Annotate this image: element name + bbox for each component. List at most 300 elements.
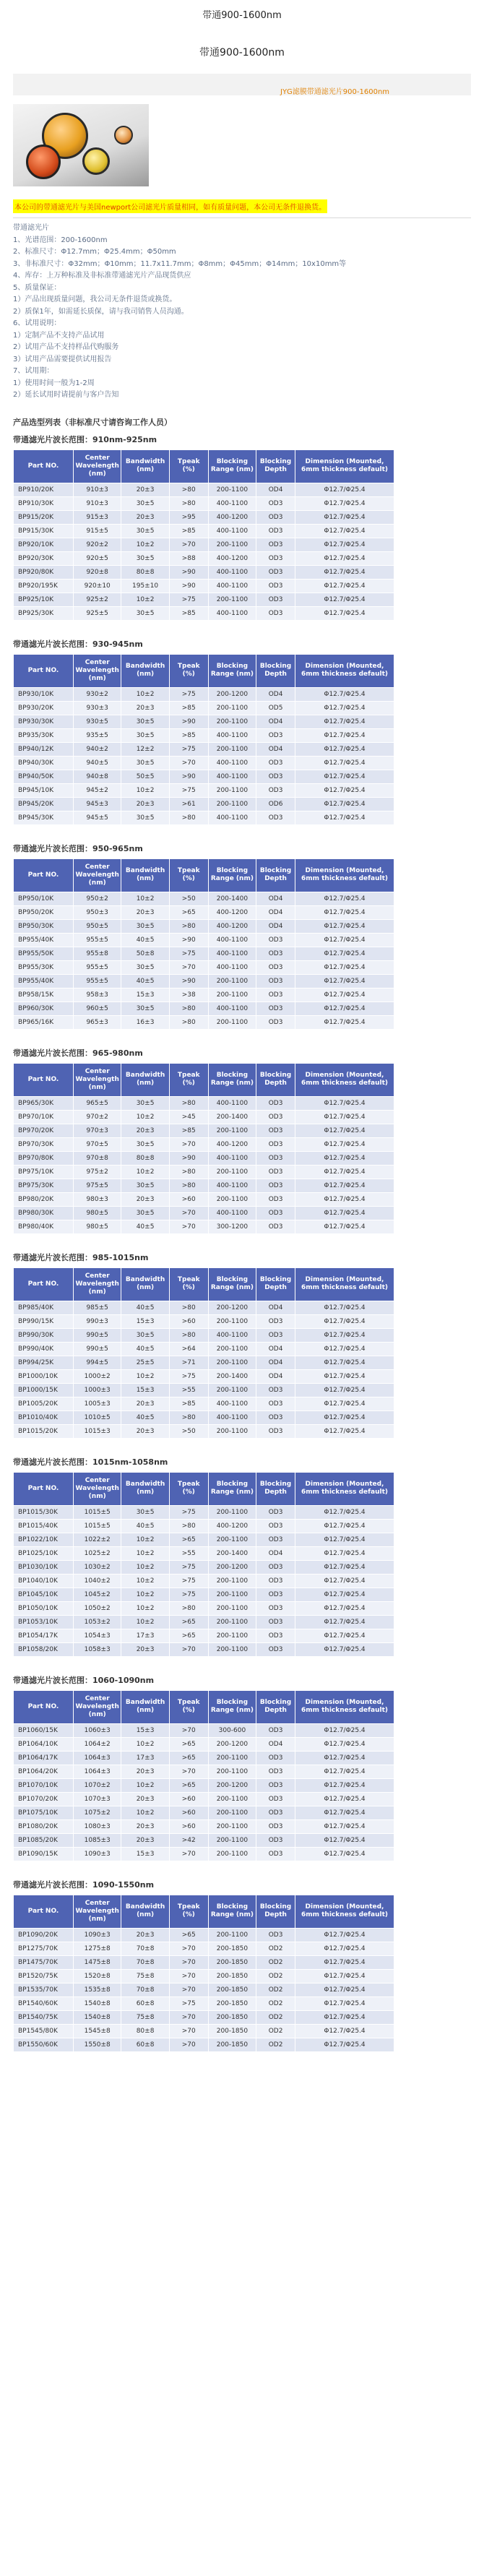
section-title: 带通滤光片波长范围：965-980nm <box>13 1048 143 1058</box>
table-cell: Φ12.7/Φ25.4 <box>295 1942 394 1955</box>
column-header: Blocking Depth <box>256 1895 295 1928</box>
table-cell: 10±2 <box>121 783 169 797</box>
table-cell: 945±2 <box>73 783 121 797</box>
table-cell: Φ12.7/Φ25.4 <box>295 742 394 756</box>
table-cell: OD3 <box>256 1151 295 1165</box>
spec-line: 4、库存：上万种标准及非标准带通滤光片产品现货供应 <box>13 272 191 280</box>
table-cell: 990±5 <box>73 1342 121 1356</box>
table-cell: >75 <box>169 1505 208 1519</box>
spec-table <box>13 1267 394 1439</box>
table-cell: 20±3 <box>121 510 169 524</box>
table-cell: 1015±5 <box>73 1505 121 1519</box>
table-cell: BP1000/10K <box>14 1369 74 1383</box>
column-header: Blocking Depth <box>256 1690 295 1723</box>
table-cell: OD3 <box>256 1383 295 1397</box>
spec-line: 1）产品出现质量问题，我公司无条件退货或换货。 <box>13 296 177 303</box>
column-header: Bandwidth (nm) <box>121 1472 169 1505</box>
table-cell: 200-1100 <box>208 1765 256 1778</box>
filter-section <box>13 840 471 1044</box>
section-gap <box>13 2052 471 2067</box>
table-cell: 30±5 <box>121 728 169 742</box>
table-cell: 10±2 <box>121 1165 169 1179</box>
table-cell: 75±8 <box>121 1969 169 1983</box>
table-cell: 400-1100 <box>208 1151 256 1165</box>
table-cell: >70 <box>169 1765 208 1778</box>
table-cell: 950±2 <box>73 892 121 905</box>
table-cell: 10±2 <box>121 1588 169 1601</box>
table-cell: 1070±3 <box>73 1792 121 1806</box>
table-cell: OD3 <box>256 1410 295 1424</box>
table-cell: BP1053/10K <box>14 1615 74 1629</box>
section-title: 带通滤光片波长范围：930-945nm <box>13 639 143 649</box>
table-cell: 990±3 <box>73 1314 121 1328</box>
table-cell: 1064±3 <box>73 1765 121 1778</box>
table-cell: 200-1850 <box>208 1942 256 1955</box>
table-cell: OD3 <box>256 1778 295 1792</box>
table-cell: 400-1100 <box>208 1410 256 1424</box>
table-cell: >65 <box>169 1533 208 1546</box>
table-row <box>14 1560 394 1574</box>
table-cell: >85 <box>169 1124 208 1137</box>
section-title: 带通滤光片波长范围：1060-1090nm <box>13 1675 155 1685</box>
table-cell: Φ12.7/Φ25.4 <box>295 1765 394 1778</box>
table-cell: 200-1850 <box>208 2038 256 2051</box>
column-header: Dimension (Mounted, 6mm thickness default) <box>295 1690 394 1723</box>
table-cell: 15±3 <box>121 988 169 1001</box>
table-cell: >60 <box>169 1806 208 1819</box>
table-cell: 200-1100 <box>208 1574 256 1588</box>
spec-line: 2）延长试用时请提前与客户告知 <box>13 391 119 399</box>
table-cell: BP930/30K <box>14 715 74 728</box>
table-cell: 980±5 <box>73 1206 121 1220</box>
table-cell: 200-1100 <box>208 1601 256 1615</box>
spec-table <box>13 1690 394 1861</box>
table-cell: >70 <box>169 1220 208 1233</box>
table-cell: 1064±3 <box>73 1751 121 1765</box>
table-row <box>14 811 394 824</box>
table-cell: 200-1100 <box>208 483 256 496</box>
table-cell: 200-1100 <box>208 1751 256 1765</box>
table-cell: 50±8 <box>121 947 169 960</box>
table-cell: BP930/20K <box>14 701 74 715</box>
table-cell: BP1075/10K <box>14 1806 74 1819</box>
table-cell: >95 <box>169 510 208 524</box>
table-row <box>14 974 394 988</box>
table-cell: >70 <box>169 1723 208 1737</box>
table-cell: 30±5 <box>121 1328 169 1342</box>
table-cell: OD3 <box>256 756 295 770</box>
table-cell: OD3 <box>256 538 295 551</box>
table-cell: Φ12.7/Φ25.4 <box>295 811 394 824</box>
column-header: Tpeak (%) <box>169 449 208 483</box>
table-row <box>14 1942 394 1955</box>
table-row <box>14 510 394 524</box>
table-row <box>14 1955 394 1969</box>
spec-table <box>13 654 394 825</box>
table-cell: OD5 <box>256 701 295 715</box>
table-cell: >90 <box>169 974 208 988</box>
table-cell: >75 <box>169 947 208 960</box>
table-cell: Φ12.7/Φ25.4 <box>295 1996 394 2010</box>
table-cell: >70 <box>169 538 208 551</box>
table-cell: 1064±2 <box>73 1737 121 1751</box>
table-cell: 958±3 <box>73 988 121 1001</box>
table-cell: Φ12.7/Φ25.4 <box>295 1642 394 1656</box>
table-cell: Φ12.7/Φ25.4 <box>295 933 394 947</box>
table-cell: 200-1100 <box>208 1792 256 1806</box>
table-cell: 30±5 <box>121 715 169 728</box>
table-cell: >90 <box>169 715 208 728</box>
column-header: Tpeak (%) <box>169 858 208 892</box>
table-cell: 10±2 <box>121 1601 169 1615</box>
grey-bar <box>13 74 471 84</box>
table-cell: BP965/30K <box>14 1096 74 1110</box>
column-header: Center Wavelength (nm) <box>73 1690 121 1723</box>
table-cell: 300-1200 <box>208 1220 256 1233</box>
table-cell: Φ12.7/Φ25.4 <box>295 1015 394 1029</box>
table-cell: OD4 <box>256 483 295 496</box>
table-cell: 200-1100 <box>208 1015 256 1029</box>
table-cell: >75 <box>169 1996 208 2010</box>
table-row <box>14 1996 394 2010</box>
table-cell: OD3 <box>256 960 295 974</box>
selection-list-title: 产品选型列表（非标准尺寸请咨询工作人员） <box>13 417 172 427</box>
table-cell: 940±8 <box>73 770 121 783</box>
table-cell: >80 <box>169 496 208 510</box>
table-cell: BP1040/10K <box>14 1574 74 1588</box>
table-row <box>14 1397 394 1410</box>
table-cell: 200-1100 <box>208 1833 256 1847</box>
table-row <box>14 538 394 551</box>
section-gap <box>13 1234 471 1249</box>
table-cell: Φ12.7/Φ25.4 <box>295 1342 394 1356</box>
table-cell: >85 <box>169 728 208 742</box>
table-row <box>14 947 394 960</box>
table-cell: 30±5 <box>121 1179 169 1192</box>
table-cell: >90 <box>169 1151 208 1165</box>
table-cell: 70±8 <box>121 1983 169 1996</box>
table-cell: BP925/30K <box>14 606 74 620</box>
section-gap <box>13 1861 471 1876</box>
table-cell: 400-1100 <box>208 1206 256 1220</box>
table-cell: BP1015/40K <box>14 1519 74 1533</box>
column-header: Dimension (Mounted, 6mm thickness default) <box>295 1895 394 1928</box>
table-cell: OD4 <box>256 919 295 933</box>
table-cell: 1005±3 <box>73 1397 121 1410</box>
table-cell: BP935/30K <box>14 728 74 742</box>
table-cell: 935±5 <box>73 728 121 742</box>
table-cell: 940±2 <box>73 742 121 756</box>
table-cell: BP1090/15K <box>14 1847 74 1861</box>
table-cell: OD3 <box>256 1588 295 1601</box>
spec-table <box>13 1063 394 1234</box>
column-header: Dimension (Mounted, 6mm thickness default) <box>295 1063 394 1096</box>
table-cell: 20±3 <box>121 483 169 496</box>
table-cell: >50 <box>169 892 208 905</box>
table-cell: BP990/30K <box>14 1328 74 1342</box>
table-cell: 955±8 <box>73 947 121 960</box>
table-cell: OD2 <box>256 1942 295 1955</box>
table-cell: BP980/40K <box>14 1220 74 1233</box>
table-cell: BP945/10K <box>14 783 74 797</box>
table-cell: 400-1100 <box>208 606 256 620</box>
table-cell: OD3 <box>256 988 295 1001</box>
table-row <box>14 988 394 1001</box>
table-cell: 200-1100 <box>208 1124 256 1137</box>
table-cell: 1050±2 <box>73 1601 121 1615</box>
table-cell: OD3 <box>256 1533 295 1546</box>
table-cell: 40±5 <box>121 1342 169 1356</box>
table-cell: 200-1100 <box>208 974 256 988</box>
table-cell: 970±3 <box>73 1124 121 1137</box>
table-row <box>14 715 394 728</box>
column-header: Blocking Range (nm) <box>208 449 256 483</box>
table-cell: Φ12.7/Φ25.4 <box>295 728 394 742</box>
spec-line: 1、光谱范围：200-1600nm <box>13 236 108 244</box>
table-cell: BP950/30K <box>14 919 74 933</box>
table-cell: BP1070/10K <box>14 1778 74 1792</box>
table-row <box>14 1969 394 1983</box>
table-cell: 200-1850 <box>208 2024 256 2038</box>
table-cell: BP1275/70K <box>14 1942 74 1955</box>
table-cell: 990±5 <box>73 1328 121 1342</box>
column-header: Dimension (Mounted, 6mm thickness default) <box>295 654 394 687</box>
column-header: Center Wavelength (nm) <box>73 1472 121 1505</box>
table-cell: 945±5 <box>73 811 121 824</box>
table-cell: Φ12.7/Φ25.4 <box>295 2038 394 2051</box>
table-cell: 400-1100 <box>208 524 256 538</box>
table-row <box>14 1220 394 1233</box>
table-cell: BP955/50K <box>14 947 74 960</box>
table-cell: OD3 <box>256 933 295 947</box>
column-header: Part NO. <box>14 1472 74 1505</box>
spec-line: 2）质保1年，如需延长质保，请与我司销售人员沟通。 <box>13 307 189 316</box>
table-cell: 20±3 <box>121 905 169 919</box>
table-row <box>14 1519 394 1533</box>
table-cell: 30±5 <box>121 1206 169 1220</box>
table-cell: 10±2 <box>121 1560 169 1574</box>
table-cell: 40±5 <box>121 933 169 947</box>
table-cell: 20±3 <box>121 1124 169 1137</box>
column-header: Bandwidth (nm) <box>121 858 169 892</box>
filter-section <box>13 635 471 840</box>
table-row <box>14 1574 394 1588</box>
table-row <box>14 1424 394 1438</box>
table-cell: BP915/30K <box>14 524 74 538</box>
table-cell: 400-1100 <box>208 1001 256 1015</box>
table-cell: OD3 <box>256 1110 295 1124</box>
table-row <box>14 1110 394 1124</box>
table-cell: 200-1200 <box>208 1301 256 1314</box>
table-cell: >65 <box>169 1751 208 1765</box>
table-cell: 60±8 <box>121 1996 169 2010</box>
table-cell: BP958/15K <box>14 988 74 1001</box>
table-row <box>14 593 394 606</box>
table-cell: 10±2 <box>121 593 169 606</box>
table-cell: Φ12.7/Φ25.4 <box>295 593 394 606</box>
table-cell: 20±3 <box>121 1397 169 1410</box>
table-cell: >60 <box>169 1314 208 1328</box>
table-cell: BP1070/20K <box>14 1792 74 1806</box>
table-cell: 400-1100 <box>208 728 256 742</box>
table-cell: BP970/10K <box>14 1110 74 1124</box>
table-cell: >70 <box>169 1642 208 1656</box>
table-cell: 400-1100 <box>208 1328 256 1342</box>
table-cell: BP955/30K <box>14 960 74 974</box>
section-title: 带通滤光片波长范围：1090-1550nm <box>13 1879 155 1890</box>
table-row <box>14 1983 394 1996</box>
table-cell: Φ12.7/Φ25.4 <box>295 919 394 933</box>
table-cell: OD3 <box>256 947 295 960</box>
table-cell: BP910/20K <box>14 483 74 496</box>
spec-line: 2、标准尺寸：Φ12.7mm；Φ25.4mm；Φ50mm <box>13 248 176 256</box>
table-cell: BP1025/10K <box>14 1546 74 1560</box>
table-cell: 20±3 <box>121 1642 169 1656</box>
table-cell: Φ12.7/Φ25.4 <box>295 1615 394 1629</box>
table-row <box>14 2038 394 2051</box>
table-row <box>14 1410 394 1424</box>
table-cell: Φ12.7/Φ25.4 <box>295 715 394 728</box>
table-row <box>14 1124 394 1137</box>
table-cell: 200-1100 <box>208 1424 256 1438</box>
table-cell: 400-1100 <box>208 565 256 579</box>
table-cell: >80 <box>169 811 208 824</box>
table-cell: OD4 <box>256 1546 295 1560</box>
table-cell: OD3 <box>256 1424 295 1438</box>
table-cell: >75 <box>169 742 208 756</box>
table-cell: OD3 <box>256 565 295 579</box>
table-cell: 400-1100 <box>208 933 256 947</box>
table-cell: 40±5 <box>121 1519 169 1533</box>
table-cell: >80 <box>169 1301 208 1314</box>
table-row <box>14 1615 394 1629</box>
filter-section <box>13 1876 471 2067</box>
table-cell: BP1015/30K <box>14 1505 74 1519</box>
table-row <box>14 1206 394 1220</box>
table-cell: BP1022/10K <box>14 1533 74 1546</box>
table-cell: BP975/10K <box>14 1165 74 1179</box>
table-cell: Φ12.7/Φ25.4 <box>295 1397 394 1410</box>
table-cell: OD3 <box>256 1206 295 1220</box>
column-header: Blocking Depth <box>256 449 295 483</box>
table-cell: 945±3 <box>73 797 121 811</box>
column-header: Dimension (Mounted, 6mm thickness default) <box>295 858 394 892</box>
table-cell: >80 <box>169 919 208 933</box>
table-cell: >65 <box>169 1737 208 1751</box>
table-cell: 920±8 <box>73 565 121 579</box>
table-cell: OD3 <box>256 1001 295 1015</box>
table-cell: 975±5 <box>73 1179 121 1192</box>
table-row <box>14 1819 394 1833</box>
product-line-bar <box>13 84 471 95</box>
table-cell: BP920/195K <box>14 579 74 593</box>
column-header: Blocking Depth <box>256 858 295 892</box>
table-cell: 1080±3 <box>73 1819 121 1833</box>
table-cell: Φ12.7/Φ25.4 <box>295 1928 394 1942</box>
table-cell: BP915/20K <box>14 510 74 524</box>
table-cell: 925±2 <box>73 593 121 606</box>
table-cell: 30±5 <box>121 919 169 933</box>
quality-notice: 本公司的带通滤光片与美国newport公司滤光片质量相同，如有质量问题，本公司无条件退换货。 <box>13 199 327 213</box>
table-cell: 16±3 <box>121 1015 169 1029</box>
table-cell: BP945/20K <box>14 797 74 811</box>
table-cell: BP920/30K <box>14 551 74 565</box>
table-cell: 200-1850 <box>208 1996 256 2010</box>
table-cell: Φ12.7/Φ25.4 <box>295 687 394 701</box>
table-cell: 1275±8 <box>73 1942 121 1955</box>
table-cell: 985±5 <box>73 1301 121 1314</box>
column-header: Blocking Depth <box>256 1063 295 1096</box>
table-row <box>14 1737 394 1751</box>
table-cell: OD3 <box>256 510 295 524</box>
table-cell: 30±5 <box>121 756 169 770</box>
table-cell: Φ12.7/Φ25.4 <box>295 1574 394 1588</box>
table-cell: >75 <box>169 1588 208 1601</box>
table-row <box>14 483 394 496</box>
table-row <box>14 496 394 510</box>
spec-table <box>13 1895 394 2052</box>
table-row <box>14 1137 394 1151</box>
lens-tiny <box>114 126 133 145</box>
hero-spacer <box>0 29 484 66</box>
table-row <box>14 770 394 783</box>
table-cell: >65 <box>169 1629 208 1642</box>
table-cell: BP1540/60K <box>14 1996 74 2010</box>
table-cell: Φ12.7/Φ25.4 <box>295 947 394 960</box>
table-cell: 200-1100 <box>208 797 256 811</box>
table-cell: BP1064/20K <box>14 1765 74 1778</box>
table-cell: 30±5 <box>121 1137 169 1151</box>
table-cell: Φ12.7/Φ25.4 <box>295 496 394 510</box>
table-cell: BP990/15K <box>14 1314 74 1328</box>
spec-table <box>13 858 394 1030</box>
column-header: Part NO. <box>14 858 74 892</box>
table-cell: >80 <box>169 1179 208 1192</box>
table-cell: OD3 <box>256 606 295 620</box>
table-cell: OD3 <box>256 1165 295 1179</box>
table-cell: Φ12.7/Φ25.4 <box>295 1505 394 1519</box>
table-row <box>14 551 394 565</box>
column-header: Tpeak (%) <box>169 1267 208 1301</box>
spec-line: 3、非标准尺寸：Φ32mm；Φ10mm；11.7x11.7mm；Φ8mm；Φ45mm；Φ14mm；10x10mm等 <box>13 259 347 268</box>
table-cell: Φ12.7/Φ25.4 <box>295 1301 394 1314</box>
table-cell: 200-1100 <box>208 1314 256 1328</box>
table-cell: 30±5 <box>121 1001 169 1015</box>
table-cell: >60 <box>169 1819 208 1833</box>
table-cell: >70 <box>169 2038 208 2051</box>
table-cell: 10±2 <box>121 687 169 701</box>
column-header: Center Wavelength (nm) <box>73 449 121 483</box>
table-cell: BP940/12K <box>14 742 74 756</box>
table-row <box>14 1642 394 1656</box>
table-cell: 1060±3 <box>73 1723 121 1737</box>
table-cell: Φ12.7/Φ25.4 <box>295 1328 394 1342</box>
table-cell: >64 <box>169 1342 208 1356</box>
table-cell: 1053±2 <box>73 1615 121 1629</box>
table-cell: 400-1200 <box>208 551 256 565</box>
spec-table <box>13 449 394 621</box>
table-cell: 1550±8 <box>73 2038 121 2051</box>
table-cell: 30±5 <box>121 960 169 974</box>
table-cell: 920±5 <box>73 551 121 565</box>
table-cell: >80 <box>169 1519 208 1533</box>
table-cell: BP950/10K <box>14 892 74 905</box>
table-cell: 10±2 <box>121 1110 169 1124</box>
table-cell: Φ12.7/Φ25.4 <box>295 1546 394 1560</box>
table-cell: 200-1100 <box>208 1383 256 1397</box>
table-cell: 1040±2 <box>73 1574 121 1588</box>
table-cell: 200-1200 <box>208 687 256 701</box>
